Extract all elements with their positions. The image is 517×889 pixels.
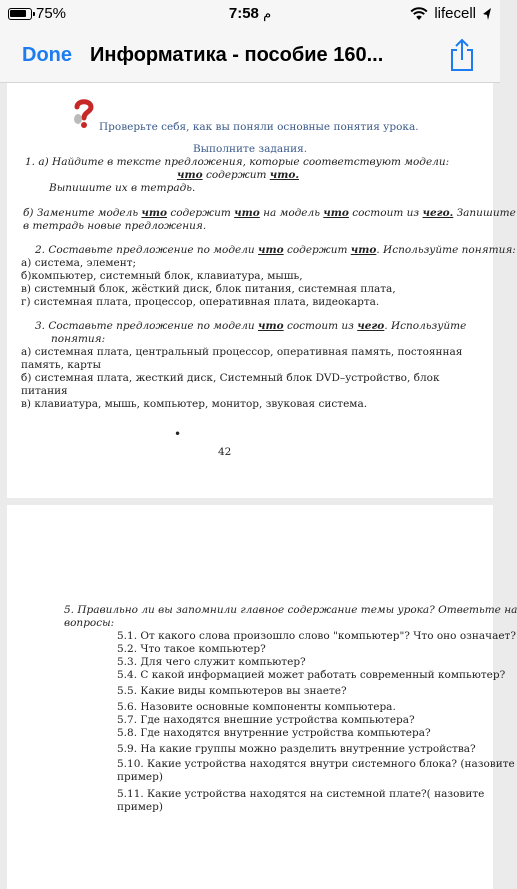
page-number: 42 [218,446,232,458]
task-1a: 1. а) Найдите в тексте предложения, которые соответствуют модели: [25,156,450,168]
share-icon[interactable] [448,38,476,72]
question-item: 5.5. Какие виды компьютеров вы знаете? [117,685,347,697]
question-item: 5.1. От какого слова произошло слово "компьютер"? Что оно означает? [117,630,516,642]
question-item: 5.8. Где находятся внутренние устройства компьютера? [117,727,431,739]
task-1a-write: Выпишите их в тетрадь. [49,182,196,194]
task-1a-model: что содержит что. [177,169,300,181]
question-item: 5.2. Что такое компьютер? [117,643,266,655]
document-navbar [0,30,500,83]
tasks-heading: Выполните задания. [192,143,308,155]
carrier-name: lifecell [434,5,476,22]
question-item: 5.9. На какие группы можно разделить внутренние устройства? [117,743,476,755]
task-3-item: память, карты [21,359,101,371]
task-3-line2: понятия: [51,333,106,345]
document-page-42[interactable] [7,83,516,498]
question-item: пример) [117,771,163,783]
clock-suffix: م [263,6,272,21]
task-1b-line2: в тетрадь новые предложения. [23,220,207,232]
document-title: Информатика - пособие 160... [90,44,384,66]
status-bar [0,0,500,30]
question-item: 5.7. Где находятся внешние устройства компьютера? [117,714,415,726]
question-item: 5.6. Назовите основные компоненты компьютера. [117,701,396,713]
network-indicator [410,5,492,22]
done-button[interactable]: Done [22,44,72,66]
question-5-intro-line2: вопросы: [64,617,115,629]
question-mark-icon [71,97,97,129]
location-icon [482,7,492,21]
clock-time: 7:58 [228,5,259,22]
task-2-item: г) системная плата, процессор, оперативная плата, видеокарта. [21,296,380,308]
question-item: пример) [117,801,163,813]
task-3-item: питания [21,385,68,397]
task-2-item: б)компьютер, системный блок, клавиатура, мышь, [21,270,303,282]
bullet: • [174,427,182,441]
question-5-intro: 5. Правильно ли вы запомнили главное содержание темы урока? Ответьте на [64,604,517,616]
task-3: 3. Составьте предложение по модели что состоит из чего. Используйте [35,320,467,332]
question-item: 5.11. Какие устройства находятся на системной плате?( назовите [117,788,485,800]
task-2: 2. Составьте предложение по модели что содержит что. Используйте понятия: [35,244,516,256]
check-title: Проверьте себя, как вы поняли основные понятия урока. [99,121,419,133]
document-page-43[interactable] [7,505,517,889]
task-1b: б) Замените модель что содержит что на модель что состоит из чего. Запишите [23,207,516,219]
battery-percent: 75% [36,5,67,22]
task-3-item: а) системная плата, центральный процессор, оперативная память, постоянная [21,346,463,358]
task-2-item: в) системный блок, жёсткий диск, блок питания, системная плата, [21,283,396,295]
question-item: 5.10. Какие устройства находятся внутри системного блока? (назовите [117,758,515,770]
wifi-icon [410,7,428,21]
task-3-item: в) клавиатура, мышь, компьютер, монитор, звуковая система. [21,398,368,410]
question-item: 5.3. Для чего служит компьютер? [117,656,306,668]
task-3-item: б) системная плата, жесткий диск, Системный блок DVD–устройство, блок [21,372,440,384]
question-item: 5.4. С какой информацией может работать современный компьютер? [117,669,506,681]
task-2-item: а) система, элемент; [21,257,137,269]
